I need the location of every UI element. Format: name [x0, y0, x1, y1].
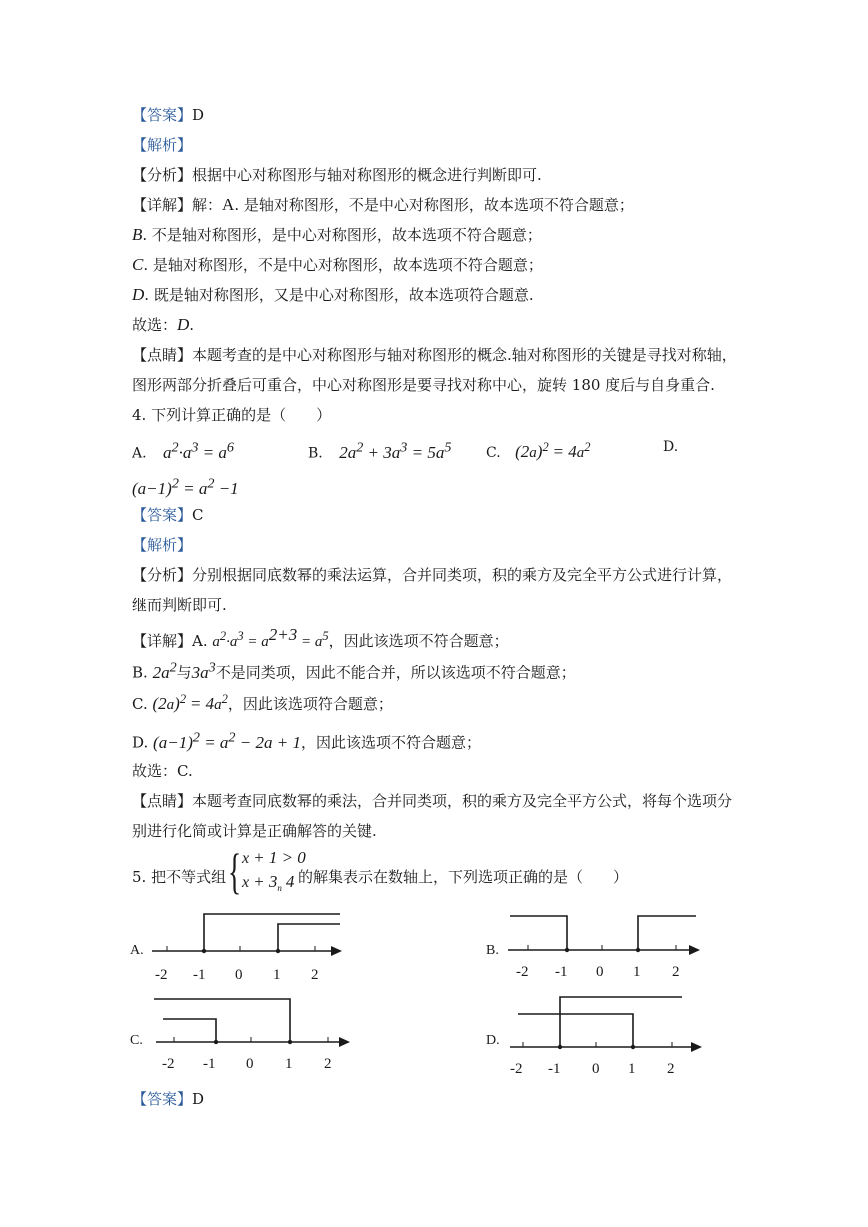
q3-item-b: [132, 224, 542, 246]
question-stem: 4. 下列计算正确的是（ ）: [132, 406, 332, 424]
tick-label: 2: [311, 967, 319, 983]
point-dot: [631, 1045, 635, 1049]
q3-item-d: [132, 284, 534, 306]
xiangjie-tag: 【详解】: [132, 632, 193, 650]
choose-value: D: [177, 315, 190, 334]
tick-label: -1: [193, 967, 206, 983]
q4-option-a: [132, 436, 234, 465]
item-label: D.: [132, 733, 149, 752]
point-dot: [558, 1045, 562, 1049]
point-dot: [288, 1040, 292, 1044]
inequality-1: x + 1 > 0: [242, 848, 306, 867]
tick-label: -1: [203, 1056, 216, 1072]
tick-label: -1: [555, 964, 568, 980]
tick-label: 0: [592, 1061, 600, 1077]
choose-label: 故选：: [132, 316, 178, 334]
q3-answer-line: [132, 104, 204, 126]
formula: $2a^2$: [152, 659, 177, 682]
fenxi-line1: 分别根据同底数幂的乘法运算，合并同类项，积的乘方及完全平方公式进行计算，: [192, 566, 733, 584]
point-dot: [214, 1040, 218, 1044]
q3-choose: 故选：D.: [132, 315, 195, 334]
solution-ray-right: [638, 916, 696, 950]
tick-label: -2: [155, 967, 168, 983]
formula: $(a-1)^2 = a^2 - 2a + 1$: [153, 729, 301, 752]
fenxi-tag: 【分析】: [132, 566, 193, 584]
solution-ray-upper: [204, 914, 340, 951]
formula: $2a^2 + 3a^3 = 5a^5$: [339, 439, 452, 462]
item-a-text: . 是轴对称图形，不是中心对称图形，故本选项不符合题意；: [234, 196, 634, 214]
q4-fenxi-1: [132, 564, 732, 586]
axis-arrow: [339, 1037, 350, 1047]
item-b-letter: B: [132, 225, 143, 244]
stem-suffix: 的解集表示在数轴上，下列选项正确的是（ ）: [298, 868, 629, 886]
xiangjie-lead: 解：: [192, 196, 223, 214]
xiangjie-tag: 【详解】: [132, 196, 193, 214]
q3-xiangjie-line: [132, 194, 634, 216]
option-a-label: A.: [130, 943, 144, 958]
q4-answer-line: [132, 504, 204, 526]
q4-option-d: [663, 436, 678, 458]
dianjing-line1: 本题考查同底数幂的乘法，合并同类项，积的乘方及完全平方公式，将每个选项分: [192, 792, 733, 810]
q4-xiangjie-d: [132, 726, 481, 754]
formula: $(2a)^2 = 4a^2$: [515, 440, 591, 461]
fenxi-line2: 继而判断即可.: [132, 596, 227, 614]
answer-value: D: [192, 1090, 205, 1108]
axis-arrow: [689, 945, 700, 955]
option-label: A.: [132, 445, 147, 462]
fenxi-tag: 【分析】: [132, 166, 193, 184]
solution-ray-left: [510, 916, 567, 950]
item-text: 不是同类项，因此不能合并，所以该选项不符合题意；: [215, 663, 576, 682]
option-d-label: D.: [486, 1033, 500, 1048]
dianjing-line2: 图形两部分折叠后可重合，中心对称图形是要寻找对称中心，旋转 180 度后与自身重合.: [132, 376, 715, 394]
tick-label: 2: [324, 1056, 332, 1072]
formula: $a^2\cdot a^3 = a^{2+3} = a^5$: [212, 625, 329, 650]
q3-dianjing-1: [132, 344, 737, 366]
point-dot: [636, 948, 640, 952]
tick-label: 1: [633, 964, 641, 980]
q3-fenxi-line: [132, 164, 542, 186]
q5-option-c-numberline: [130, 994, 360, 1074]
q4-xiangjie-c: [132, 688, 393, 716]
q5-inequality-system: [228, 843, 306, 900]
answer-tag: 【答案】: [132, 1090, 193, 1108]
item-text: ，因此该选项不符合题意；: [300, 733, 481, 752]
tick-label: 1: [628, 1061, 636, 1077]
q5-option-a-numberline: [130, 908, 350, 983]
q5-option-d-numberline: [486, 992, 716, 1078]
q4-fenxi-2: [132, 594, 227, 616]
formula: $a^2\cdot a^3 = a^6$: [163, 439, 234, 462]
point-dot: [565, 948, 569, 952]
formula: $(2a)^2 = 4a^2$: [152, 692, 228, 713]
point-dot: [276, 949, 280, 953]
solution-ray-lower: [163, 1019, 216, 1042]
choose-text: 故选：C.: [132, 762, 193, 780]
q4-stem: [132, 404, 331, 426]
option-label: C.: [486, 445, 501, 461]
solution-ray-upper: [560, 997, 682, 1047]
tick-label: 0: [596, 964, 604, 980]
tick-label: 2: [672, 964, 680, 980]
tick-label: -2: [162, 1056, 175, 1072]
q4-option-d-formula: [132, 472, 239, 500]
item-b-text: . 不是轴对称图形，是中心对称图形，故本选项不符合题意；: [142, 226, 542, 244]
axis-arrow: [331, 946, 342, 956]
item-text: ，因此该选项符合题意；: [227, 695, 393, 713]
option-b-label: B.: [486, 943, 499, 958]
q5-stem-suffix: [298, 866, 628, 888]
item-d-letter: D: [132, 285, 145, 304]
answer-tag: 【答案】: [132, 106, 193, 124]
tick-label: -2: [510, 1061, 523, 1077]
option-label: B.: [308, 445, 323, 462]
fenxi-text: 根据中心对称图形与轴对称图形的概念进行判断即可.: [192, 166, 542, 184]
q5-option-b-numberline: [486, 908, 706, 983]
dianjing-line2: 别进行化简或计算是正确解答的关键.: [132, 822, 377, 840]
item-c-text: . 是轴对称图形，不是中心对称图形，故本选项不符合题意；: [143, 256, 543, 274]
q3-dianjing-2: [132, 374, 715, 396]
item-d-text: . 既是轴对称图形，又是中心对称图形，故本选项符合题意.: [144, 286, 534, 304]
item-text: ，因此该选项不符合题意；: [328, 632, 509, 650]
q4-dianjing-1: [132, 790, 732, 812]
q4-option-b: [308, 436, 451, 465]
item-label: A.: [192, 632, 208, 650]
item-mid: 与: [176, 663, 192, 682]
tick-label: 1: [273, 967, 281, 983]
solution-ray-lower: [278, 924, 340, 951]
tick-label: -1: [548, 1061, 561, 1077]
answer-value: D: [192, 106, 205, 124]
q4-xiangjie-a: [132, 624, 509, 653]
left-brace: {: [228, 843, 242, 899]
item-c-letter: C: [132, 255, 144, 274]
dianjing-line1: 本题考查的是中心对称图形与轴对称图形的概念.轴对称图形的关键是寻找对称轴，: [192, 346, 737, 364]
analysis-tag: 【解析】: [132, 536, 193, 554]
item-a-letter: A: [222, 195, 235, 214]
q4-dianjing-2: [132, 820, 377, 842]
q4-analysis-tag: [132, 534, 192, 556]
inequality-2: $x + 3_n$ 4: [242, 872, 295, 894]
q4-choose: [132, 760, 193, 782]
option-label: D.: [663, 439, 679, 455]
answer-tag: 【答案】: [132, 506, 193, 524]
formula: $3a^3$: [191, 659, 216, 682]
answer-value: C: [192, 506, 204, 524]
solution-ray-lower: [518, 1014, 633, 1047]
formula: $(a-1)^2 = a^2 -1$: [132, 475, 239, 498]
q4-xiangjie-b: [132, 656, 576, 684]
item-label: C.: [132, 695, 148, 713]
analysis-tag: 【解析】: [132, 136, 193, 154]
q5-stem-prefix: [132, 866, 226, 888]
tick-label: 0: [235, 967, 243, 983]
q4-option-c: [486, 436, 590, 464]
axis-arrow: [691, 1042, 702, 1052]
solution-ray-upper: [154, 999, 290, 1042]
option-c-label: C.: [130, 1033, 143, 1048]
tick-label: 2: [667, 1061, 675, 1077]
stem-prefix: 5. 把不等式组: [132, 868, 227, 886]
item-label: B.: [132, 663, 148, 682]
q3-item-c: [132, 254, 543, 276]
dianjing-tag: 【点睛】: [132, 792, 193, 810]
q5-answer-line: [132, 1088, 204, 1110]
dianjing-tag: 【点睛】: [132, 346, 193, 364]
q3-analysis-tag: [132, 134, 192, 156]
point-dot: [202, 949, 206, 953]
tick-label: 1: [285, 1056, 293, 1072]
tick-label: 0: [246, 1056, 254, 1072]
tick-label: -2: [516, 964, 529, 980]
